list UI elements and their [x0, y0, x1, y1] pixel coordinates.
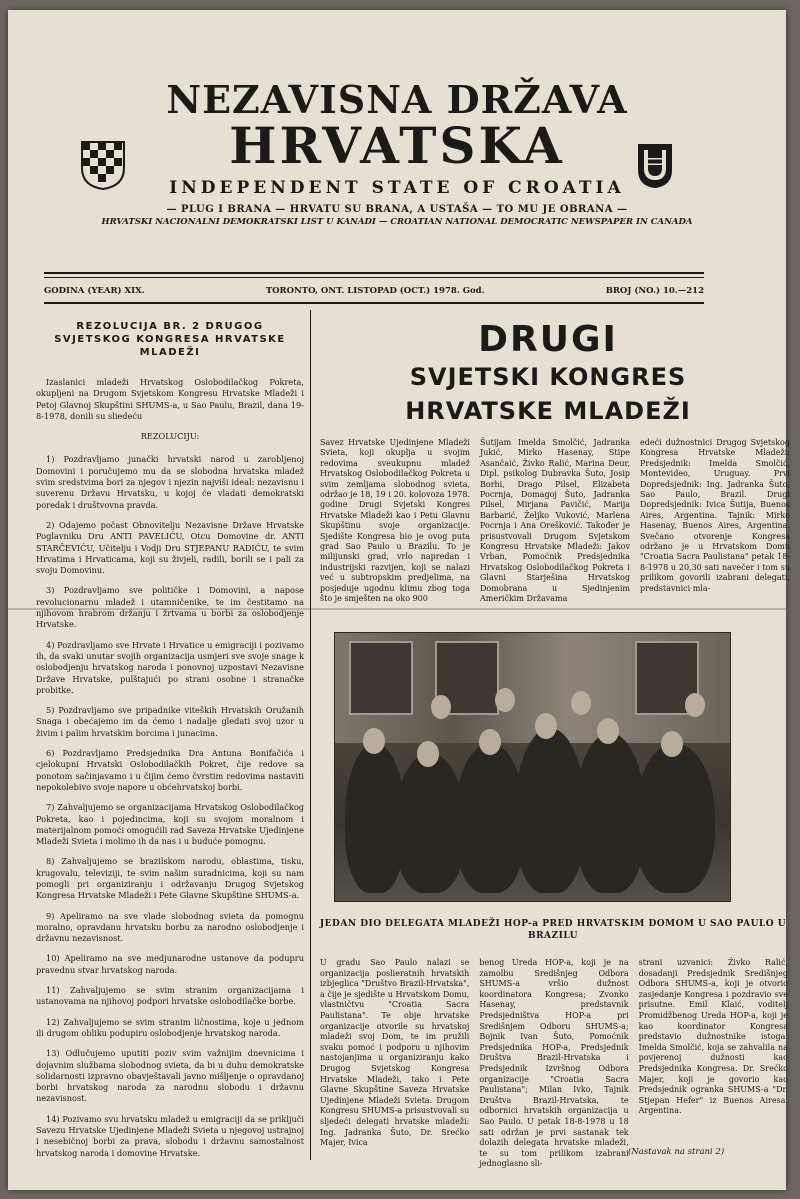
column-divider	[310, 310, 311, 1160]
article-bottom-col3	[639, 950, 788, 1135]
photo-face	[571, 691, 591, 715]
photo-caption: JEDAN DIO DELEGATA MLADEŽI HOP-a PRED HRVATSKIM DOMOM U SAO PAULO U BRAZILU	[319, 919, 787, 941]
resolution-item: 8) Zahvaljujemo se brazilskom narodu, oblastima, tisku, krugovalu, televiziji, te svim našim suradnicima, koji su nam pomogli pri organiziranju i održavanju Drugog Svjetskog Kongresa Hrvatske Mladeži i Pete Glavne Skupštine SHUMS-a.	[36, 856, 304, 901]
photo-face	[685, 693, 705, 717]
main-headline	[318, 320, 778, 428]
paragraph: edeći dužnostnici Drugog Svjetskog Kongresa Hrvatske Mladeži: Predsjednik: Imelda Smolčić, Montevideo, Uruguay. Prvi Dopredsjednik: Ing. Jadranka Šuto, Sao Paulo, Brazil. Drugi Dopredsjednik: Ivica Šutija, Buenos Aires, Argentina. Tajnik: Mirko Hasenay, Buenos Aires, Argentina. Svečano otvorenje Kongresa održano je u Hrvatskom Domu "Croatia Sacra Paulistana" petak 18-8-1978 u 20,30 sati navečer i tom su prilikom govorili izabrani delegati, predstavnici mla-	[640, 438, 790, 593]
masthead-rule-thin	[44, 277, 704, 278]
photo-face	[431, 695, 451, 719]
resolution-item: 6) Pozdravljamo Predsjednika Dra Antuna Bonifačića i cjelokupni Hrvatski Oslobodilačkih Pokret, čije redove sa ponotom sačinjavamo i u čijim ćemo čvrstim redovima nastaviti nepokolebivo svoje napore u obćehrvatskoj borbi.	[36, 748, 304, 792]
dateline-issue: BROJ (NO.) 10.—212	[605, 286, 704, 296]
continued-note: (Nastavak na strani 2)	[628, 1147, 725, 1157]
dateline-rule	[44, 302, 704, 304]
photo-face	[661, 731, 683, 757]
paragraph: benog Ureda HOP-a, koji je na zamolbu Središnjeg Odbora SHUMS-a vršio dužnost koordinatora Kongresa; Zvonko Hasenay, predstavnik Predsjedništva HOP-a pri Središnjem Odboru SHUMS-a; Bojnik Ivan Šuto, Pomoćnik Predsjednika HOP-a, Predsjednik Društva Brazil-Hrvatska i Predsjednik Izvršnog Odbora organizacije "Croatia Sacra Paulistana"; Milan Ivko, Tajnik Društva Brazil-Hrvatska, te odbornici hrvatskih organizacija u Sao Paulo. U petak 18-8-1978 u 18 sati održan je prvi sastanak tek dolazih delegata hrvatske mladeži, te su tom prilikom izabrani jednoglasno sli-	[479, 958, 629, 1169]
croatian-checkerboard-shield-icon	[80, 140, 126, 190]
paragraph: strani uzvanici: Živko Ralić, dosadanji Predsjednik Središnjeg Odbora SHUMS-a, koji je otvorio zasjedanje Kongresa i pozdravio sve prisutne. Emil Klaić, voditelj Promidžbenog Ureda HOP-a, koji je kao koordinator Kongresa predstavio dužnostnike istoga. Imelda Smolčić, koja se zahvalila na povjerenoj dužnosti kao Predsjednika Kongresa. Dr. Srećko Majer, koji je govorio kao Predsjednik ogranka SHUMS-a "Dr. Stjepan Hefer" iz Buenos Airesa, Argentina.	[638, 958, 788, 1116]
resolution-heading: REZOLUCIJU:	[140, 431, 200, 442]
resolution-item: 4) Pozdravljamo sve Hrvate i Hrvatice u emigraciji i pozivamo ih, da svaki unutar svojih organizacija usmjeri sve svoje snage k oslobodjenju hrvatskog naroda i ponovnoj uzpostavi Nezavisne Države Hrvatske, pulštajući po strani osobne i stranačke probitke.	[36, 639, 304, 695]
masthead-line2: HRVATSKA	[229, 116, 565, 175]
masthead-motto: — PLUG I BRANA — HRVATU SU BRANA, A USTAŠA — TO MU JE OBRANA —	[166, 204, 628, 215]
photo-face	[535, 713, 557, 739]
dateline	[44, 286, 704, 296]
resolution-item: 5) Pozdravljamo sve pripadnike viteških Hrvatskih Oružanih Snaga i obećajemo im da ćemo i nadalje gledati svoj uzor u živim i palim hrvatskim borcima i junacima.	[36, 705, 304, 738]
article-top-col1	[320, 438, 470, 608]
article-top-col3	[640, 438, 790, 608]
paragraph: U gradu Sao Paulo nalazi se organizacija poslieratnih hrvatskih izbjeglica "Društvo Brazil-Hrvatska", a čije je sjedište u Hrvatskom Domu, vlastničtvu "Croatia Sacra Paulistana". Te obje hrvatske organizacije otvorile su hrvatskoj mladeži svoj Dom, te im pružili svaku pomoć i podporu u njihovim nastojanjima u organiziranju kako Drugog Svjetskog Kongresa Hrvatske Mladeži, tako i Pete Glavne Skupštine Saveza Hrvatske Ujedinjene Mladeži Svieta. Drugom Kongresu SHUMS-a prisustvovali su sljedeći delegati hrvatske mladeži: Ing. Jadranka Šuto, Dr. Srećko Majer, Ivica	[320, 958, 470, 1148]
resolution-item: 2) Odajemo počast Obnovitelju Nezavisne Države Hrvatske Poglavniku Dru ANTI PAVELIĆU, Otcu Domovine dr. ANTI STARČEVIĆU, Učitelju i Vodji Dru STJEPANU RADIĆU, te svim Hrvatima i Hrvaticama, koji su živjeli, radili, borili se i pali za svoju Domovinu.	[36, 519, 304, 576]
article-bottom-col1	[320, 950, 470, 1148]
article-top-col2	[480, 438, 630, 608]
article-bottom-col2	[479, 950, 629, 1169]
headline-line2: SVJETSKI KONGRES	[409, 363, 687, 391]
photo-face	[479, 729, 501, 755]
resolution-item: 3) Pozdravljamo sve političke i Domovini, a napose revolucionarnu mladež i utamničenike, te im čestitamo na njihovom hrabrom držanju i žrtvama u borbi za oslobodjenje Hrvatske.	[36, 585, 304, 630]
dateline-place-date: TORONTO, ONT. LISTOPAD (OCT.) 1978. God.	[265, 286, 485, 296]
photo-face	[495, 688, 515, 712]
resolution-item: 10) Apeliramo na sve medjunarodne ustanove da podupru pravednu stvar hrvatskog naroda.	[36, 953, 304, 975]
resolution-item: 14) Pozivamo svu hrvatsku mladež u emigraciji da se priključi Savezu Hrvatske Ujedinjene Mladeži Svieta u njegovoj ustrajnoj i nesebičnoj borbi za prava, slobodu i državnu samostalnost hrvatskog naroda i domovine Hrvatske.	[36, 1113, 304, 1158]
resolution-item: 13) Odlučujemo uputiti poziv svim važnijim dnevnicima i dojavnim službama slobodnog svieta, da bi u duhu demokratske solidarnosti izpravno obavještavali javno mišljenje o opravdanoj borbi hrvatskog naroda za narodnu slobodu i državnu nezavisnost.	[36, 1048, 304, 1104]
headline-line3: HRVATSKE MLADEŽI	[405, 397, 691, 425]
photo-window	[349, 641, 413, 715]
article-top-columns	[320, 438, 790, 608]
paragraph: Šutijam Imelda Smolčić, Jadranka Jukić, Mirko Hasenay, Stipe Asančaić, Živko Ralić, Marina Deur, Dipl. psikolog Dubravka Šuto, Josip Borhi, Drago Pilsel, Elizabeta Pocrnja, Domagoj Šuto, Jadranka Pilsel, Mirjana Pavičić, Marija Barbarić, Željko Vuković, Marlena Pocrnja i Ana Orešković. Također je prisustvovali Drugom Svjetskom Kongresu Hrvatske Mladeži: Jakov Vrban, Pomoćnik Predsjednika Hrvatskog Oslobodilačkog Pokreta i Glavni Starješina Hrvatskog Domobrana u Sjedinjenim Američkim Državama	[480, 438, 630, 604]
resolution-item: 11) Zahvaljujemo se svim stranim organizacijama i ustanovama na njihovoj podpori hrvatske oslobodilačke borbe.	[36, 985, 304, 1007]
photo-face	[363, 728, 385, 754]
paragraph: Savez Hrvatske Ujedinjene Mladeži Svieta, koji okuplja u svojim redovima sveukupnu mladež Hrvatskog Oslobodilačkog Pokreta u svim zemljama slobodnog svieta, održao je 18, 19 i 20. kolovoza 1978. godine Drugi Svjetski Kongres Hrvatske Mladeži kao i Petu Glavnu Skupštinu svoje organizacije. Sjedište Kongresa bio je ovog puta grad Sao Paulo u Brazilu. To je milijunski grad, vrlo napredan i industrijski razvijen, koji se nalazi već u subtropskim predjelima, na posjeduje ugodnu klimu zbog toga što je smješten na oko 900	[320, 438, 470, 604]
photo-person	[635, 743, 715, 893]
resolution-item: 9) Apeliramo na sve vlade slobodnog svieta da pomognu moralno, opravdanu hrvatsku borbu za narodno oslobodjenje i državnu nezavisnost.	[36, 910, 304, 944]
resolution-intro: Izaslanici mladeži Hrvatskog Oslobodilačkog Pokreta, okupljeni na Drugom Svjetskom Kongresu Hrvatske Mladeži i Petoj Glavnoj Skupštini SHUMS-a, u Sao Paulu, Brazil, dana 19-8-1978, donili su sliedeću	[36, 377, 304, 421]
dateline-year: GODINA (YEAR) XIX.	[44, 286, 145, 296]
masthead-subtitle: HRVATSKI NACIONALNI DEMOKRATSKI LIST U KANADI — CROATIAN NATIONAL DEMOCRATIC NEWSPAPER IN CANADA	[101, 217, 693, 227]
headline-line1: DRUGI	[478, 319, 618, 360]
ustasha-emblem-icon	[632, 140, 678, 190]
resolution-item: 7) Zahvaljujemo se organizacijama Hrvatskog Oslobodilačkog Pokreta, kao i pojedincima, koji su svojom moralnom i materijalnom pomoći omogućili rad Saveza Hrvatske Ujedinjene Mladeži Svieta i molimo ih da nas i u buduće pomognu.	[36, 802, 304, 847]
photo-face	[597, 718, 619, 744]
resolution-article	[36, 320, 304, 1168]
resolution-title: REZOLUCIJA BR. 2 DRUGOG SVJETSKOG KONGRESA HRVATSKE MLADEŽI	[54, 321, 286, 358]
photo-face	[417, 741, 439, 767]
masthead-rule-top	[44, 272, 704, 274]
resolution-item: 12) Zahvaljujemo se svim stranim ličnostima, koje u jednom ili drugom obliku podupiru oslobodjenje hrvatskog naroda.	[36, 1016, 304, 1038]
resolution-item: 1) Pozdravljamo junački hrvatski narod u zarobljenoj Domovini i poručujemo mu da se slobodna hrvatska mladež svim sredstvima bori za njegov i njezin najviši ideal: nezavisnu i suverenu Državu Hrvatsku, u kojoj će vladati demokratski poredak i društvovna pravda.	[36, 454, 304, 510]
masthead-english: INDEPENDENT STATE OF CROATIA	[169, 178, 625, 198]
newspaper-page	[8, 10, 790, 1190]
group-photo	[334, 632, 731, 902]
masthead-line1: NEZAVISNA DRŽAVA	[166, 77, 628, 122]
